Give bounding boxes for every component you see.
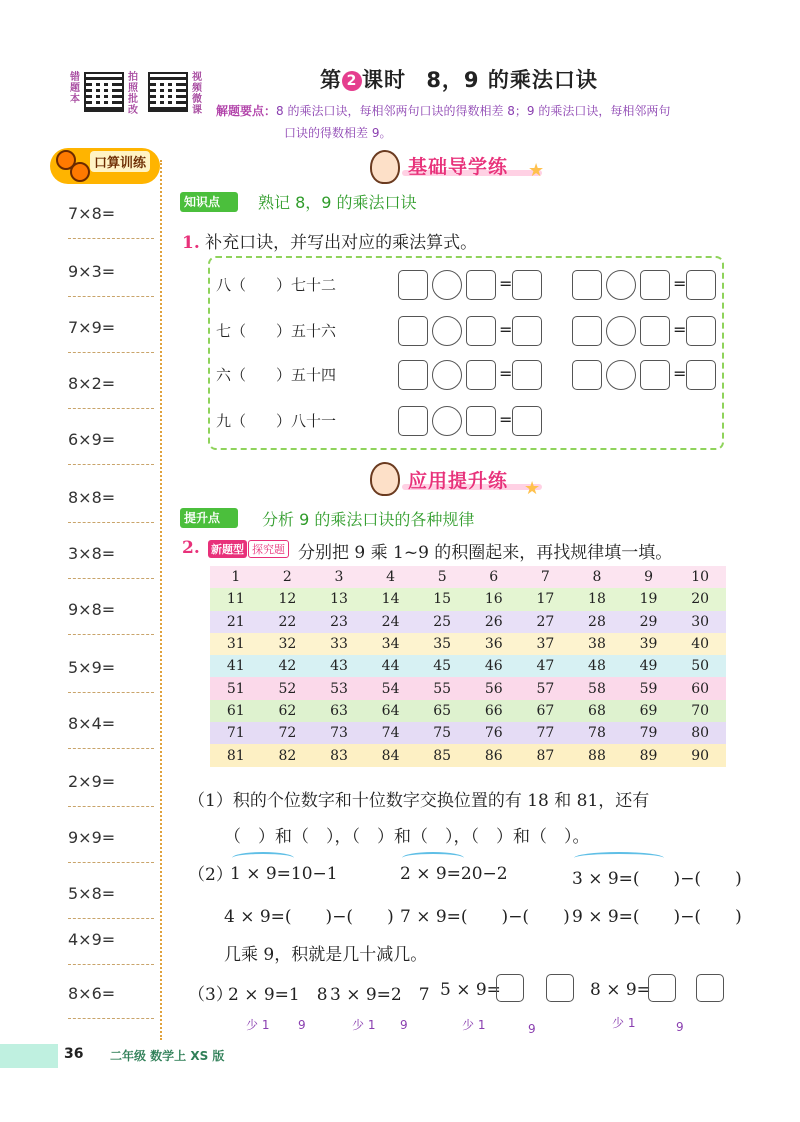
grid-row: [210, 588, 726, 610]
grid-row: [210, 744, 726, 766]
nine-label: 9: [528, 1022, 536, 1036]
equals-sign: =: [499, 274, 513, 293]
grid-cell[interactable]: 76: [484, 725, 503, 742]
oral-item: 2×9=: [68, 772, 116, 791]
grid-row: [210, 722, 726, 744]
grid-cell[interactable]: 11: [226, 591, 245, 608]
grid-cell[interactable]: 32: [278, 636, 297, 653]
qr-code-left[interactable]: [84, 72, 124, 112]
grid-cell[interactable]: 5: [437, 569, 447, 586]
operator-circle[interactable]: [432, 360, 462, 390]
grid-cell[interactable]: 50: [691, 658, 710, 675]
question1-number: 1.: [182, 233, 200, 253]
grid-cell[interactable]: 9: [644, 569, 653, 586]
qr-left-label: 错题本: [70, 72, 80, 105]
grid-cell[interactable]: 24: [381, 613, 400, 630]
answer-box[interactable]: [640, 270, 670, 300]
answer-box[interactable]: [398, 406, 428, 436]
grid-cell[interactable]: 12: [278, 591, 297, 608]
oral-divider: [68, 464, 154, 465]
oral-item: 8×8=: [68, 488, 116, 507]
operator-circle[interactable]: [432, 316, 462, 346]
sub1-answers: （ ）和（ ），（ ）和（ ），（ ）和（ ）。: [224, 827, 590, 847]
lesson-number: 2: [342, 71, 362, 91]
grid-cell[interactable]: 77: [536, 725, 555, 742]
grid-cell[interactable]: 20: [691, 591, 710, 608]
grid-cell[interactable]: 23: [330, 613, 348, 630]
grid-cell[interactable]: 63: [330, 702, 348, 719]
grid-row: [210, 611, 726, 633]
answer-box[interactable]: [512, 360, 542, 390]
grid-cell[interactable]: 78: [588, 725, 606, 742]
answer-box[interactable]: [466, 406, 496, 436]
grid-cell[interactable]: 82: [278, 747, 297, 764]
answer-box[interactable]: [398, 360, 428, 390]
grid-cell[interactable]: 84: [381, 747, 400, 764]
answer-box[interactable]: [572, 316, 602, 346]
grid-cell[interactable]: 68: [588, 702, 606, 719]
improvement-tag-text: 提升点: [184, 511, 221, 525]
grid-cell[interactable]: 59: [639, 680, 658, 697]
knowledge-tag-text: 知识点: [184, 195, 221, 209]
oral-item: 9×8=: [68, 600, 116, 619]
oral-divider: [68, 806, 154, 807]
grid-cell[interactable]: 54: [381, 680, 400, 697]
less-one-label: 少 1: [462, 1018, 486, 1032]
equals-sign: =: [499, 320, 513, 339]
answer-box[interactable]: [466, 360, 496, 390]
grid-cell[interactable]: 83: [330, 747, 348, 764]
answer-box[interactable]: [572, 270, 602, 300]
answer-box[interactable]: [686, 360, 716, 390]
grid-cell[interactable]: 25: [433, 613, 452, 630]
grid-cell[interactable]: 52: [278, 680, 297, 697]
grid-cell[interactable]: 45: [433, 658, 452, 675]
grid-cell[interactable]: 35: [433, 636, 452, 653]
question2: [182, 538, 200, 558]
star-icon: ★: [524, 478, 541, 499]
oral-divider: [68, 296, 154, 297]
answer-box[interactable]: [398, 316, 428, 346]
equals-sign: =: [673, 320, 687, 339]
grid-cell[interactable]: 37: [536, 636, 555, 653]
oral-item: 7×8=: [68, 204, 116, 223]
footer-text: 二年级 数学上 XS 版: [110, 1049, 225, 1063]
grid-cell[interactable]: 34: [381, 636, 400, 653]
grid-cell[interactable]: 33: [330, 636, 348, 653]
sub2-e: 7 × 9=( )−( ): [400, 907, 570, 927]
answer-box[interactable]: [466, 316, 496, 346]
grid-row: [210, 655, 726, 677]
oral-item: 8×6=: [68, 984, 116, 1003]
grid-cell[interactable]: 89: [639, 747, 658, 764]
grid-cell[interactable]: 49: [639, 658, 658, 675]
oral-item: 9×9=: [68, 828, 116, 847]
verse-text: 九（ ）八十一: [216, 412, 337, 430]
answer-box[interactable]: [648, 974, 676, 1002]
nine-label: 9: [298, 1018, 306, 1032]
oral-item: 9×3=: [68, 262, 116, 281]
answer-box[interactable]: [546, 974, 574, 1002]
sub2-b: 2 × 9=20−2: [400, 864, 508, 884]
grid-cell[interactable]: 18: [588, 591, 606, 608]
grid-cell[interactable]: 6: [489, 569, 499, 586]
grid-cell[interactable]: 56: [484, 680, 503, 697]
grid-cell[interactable]: 57: [536, 680, 555, 697]
title-suffix: 课时: [362, 68, 406, 92]
nine-label: 9: [676, 1020, 684, 1034]
sub3-c: 5 × 9=: [440, 980, 501, 1000]
oral-item: 8×2=: [68, 374, 116, 393]
question1: [182, 228, 477, 253]
grid-cell[interactable]: 14: [381, 591, 400, 608]
hundred-grid: [210, 566, 726, 767]
section2-title: [408, 466, 508, 493]
grid-cell[interactable]: 60: [691, 680, 710, 697]
qr-left-caption: 拍照批改: [128, 72, 138, 116]
verse-text: 六（ ）五十四: [216, 366, 337, 384]
grid-cell[interactable]: 80: [691, 725, 710, 742]
sub2-c: 3 × 9=( )−( ): [572, 869, 742, 889]
left-column-divider: [160, 160, 162, 1040]
sub2-d: 4 × 9=( )−( ): [224, 907, 394, 927]
grid-cell[interactable]: 44: [381, 658, 400, 675]
grid-cell[interactable]: 40: [691, 636, 710, 653]
grid-cell[interactable]: 22: [278, 613, 297, 630]
footer-bar: [0, 1044, 58, 1068]
less-one-label: 少 1: [352, 1018, 376, 1032]
less-one-label: 少 1: [612, 1016, 636, 1030]
oral-item: 8×4=: [68, 714, 116, 733]
sub3-label: （3）: [188, 985, 233, 1005]
answer-box[interactable]: [496, 974, 524, 1002]
grid-cell[interactable]: 87: [536, 747, 555, 764]
section2-title-text: 应用提升练: [408, 470, 509, 492]
sub2-rule: 几乘 9，积就是几十减几。: [224, 945, 428, 965]
grid-cell[interactable]: 73: [330, 725, 348, 742]
oral-divider: [68, 408, 154, 409]
oral-divider: [68, 918, 154, 919]
oral-item: 5×9=: [68, 658, 116, 677]
sub2-f: 9 × 9=( )−( ): [572, 907, 742, 927]
grid-cell[interactable]: 17: [536, 591, 555, 608]
answer-box[interactable]: [398, 270, 428, 300]
grid-cell[interactable]: 41: [226, 658, 245, 675]
grid-cell[interactable]: 8: [592, 569, 602, 586]
arc-icon: [402, 852, 464, 864]
qr-right-label: 视频微课: [192, 72, 202, 116]
oral-item: 5×8=: [68, 884, 116, 903]
grid-cell[interactable]: 46: [484, 658, 503, 675]
answer-box[interactable]: [572, 360, 602, 390]
sub3-b: 3 × 9=2 7: [330, 985, 430, 1005]
grid-cell[interactable]: 27: [536, 613, 555, 630]
lesson-title: [320, 64, 598, 94]
operator-circle[interactable]: [606, 270, 636, 300]
tip-label: 解题要点：: [216, 104, 277, 118]
answer-box[interactable]: [640, 360, 670, 390]
grid-cell[interactable]: 28: [588, 613, 606, 630]
tip-box: [216, 100, 726, 144]
grid-cell[interactable]: 70: [691, 702, 710, 719]
baby-mascot-icon: [370, 462, 400, 496]
grid-cell[interactable]: 85: [433, 747, 452, 764]
sub2-a: 1 × 9=10−1: [230, 864, 338, 884]
grid-cell[interactable]: 30: [691, 613, 710, 630]
knowledge-tag: [180, 192, 238, 212]
grid-cell[interactable]: 26: [484, 613, 503, 630]
answer-box[interactable]: [512, 406, 542, 436]
arc-icon: [232, 852, 294, 864]
answer-box[interactable]: [466, 270, 496, 300]
grid-cell[interactable]: 29: [639, 613, 658, 630]
grid-cell[interactable]: 16: [484, 591, 503, 608]
sub3-d: 8 × 9=: [590, 980, 651, 1000]
grid-cell[interactable]: 75: [433, 725, 452, 742]
grid-cell[interactable]: 58: [588, 680, 606, 697]
grid-cell[interactable]: 4: [386, 569, 396, 586]
improvement-text: 分析 9 的乘法口诀的各种规律: [262, 510, 475, 529]
equals-sign: =: [673, 364, 687, 383]
grid-cell[interactable]: 21: [226, 613, 245, 630]
operator-circle[interactable]: [606, 360, 636, 390]
oral-divider: [68, 522, 154, 523]
grid-cell[interactable]: 51: [226, 680, 245, 697]
oral-divider: [68, 238, 154, 239]
question1-text: 补充口诀，并写出对应的乘法算式。: [205, 233, 478, 253]
question2-number: 2.: [182, 538, 200, 558]
grid-row: [210, 566, 726, 588]
baby-mascot-icon: [370, 150, 400, 184]
grid-cell[interactable]: 90: [691, 747, 710, 764]
verse-text: 八（ ）七十二: [216, 276, 337, 294]
equals-sign: =: [499, 410, 513, 429]
answer-box[interactable]: [512, 316, 542, 346]
answer-box[interactable]: [512, 270, 542, 300]
oral-divider: [68, 352, 154, 353]
grid-cell[interactable]: 67: [536, 702, 555, 719]
grid-cell[interactable]: 66: [484, 702, 503, 719]
oral-item: 7×9=: [68, 318, 116, 337]
grid-cell[interactable]: 61: [226, 702, 245, 719]
face-icon: [70, 162, 90, 182]
grid-cell[interactable]: 79: [639, 725, 658, 742]
oral-item: 3×8=: [68, 544, 116, 563]
grid-cell[interactable]: 86: [484, 747, 503, 764]
grid-cell[interactable]: 74: [381, 725, 400, 742]
oral-divider: [68, 1018, 154, 1019]
grid-cell[interactable]: 48: [588, 658, 606, 675]
sub2-label: （2）: [188, 865, 233, 885]
grid-cell[interactable]: 10: [691, 569, 710, 586]
verse-text: 七（ ）五十六: [216, 322, 337, 340]
grid-cell[interactable]: 71: [226, 725, 245, 742]
grid-cell[interactable]: 42: [278, 658, 297, 675]
title-main: 8，9 的乘法口诀: [426, 68, 598, 92]
oral-divider: [68, 748, 154, 749]
grid-cell[interactable]: 1: [231, 569, 241, 586]
oral-divider: [68, 634, 154, 635]
grid-cell[interactable]: 47: [536, 658, 555, 675]
oral-training-badge: [50, 148, 160, 184]
section1-title-text: 基础导学练: [408, 156, 509, 178]
grid-row: [210, 700, 726, 722]
answer-box[interactable]: [696, 974, 724, 1002]
operator-circle[interactable]: [432, 406, 462, 436]
grid-cell[interactable]: 13: [330, 591, 348, 608]
knowledge-text: 熟记 8，9 的乘法口诀: [258, 193, 417, 212]
grid-row: [210, 633, 726, 655]
equals-sign: =: [673, 274, 687, 293]
operator-circle[interactable]: [432, 270, 462, 300]
grid-cell[interactable]: 69: [639, 702, 658, 719]
question2-text: 分别把 9 乘 1~9 的积圈起来，再找规律填一填。: [298, 543, 673, 563]
grid-cell[interactable]: 88: [588, 747, 606, 764]
answer-box[interactable]: [640, 316, 670, 346]
new-type-tag: 新题型: [208, 540, 247, 558]
grid-cell[interactable]: 72: [278, 725, 297, 742]
sub1-text: （1）积的个位数字和十位数字交换位置的有 18 和 81，还有: [188, 791, 650, 811]
star-icon: ★: [528, 160, 545, 181]
oral-divider: [68, 862, 154, 863]
explore-tag: 探究题: [248, 540, 289, 558]
oral-divider: [68, 692, 154, 693]
grid-cell[interactable]: 65: [433, 702, 452, 719]
oral-item: 6×9=: [68, 430, 116, 449]
answer-box[interactable]: [686, 316, 716, 346]
grid-cell[interactable]: 19: [639, 591, 658, 608]
qr-code-right[interactable]: [148, 72, 188, 112]
grid-cell[interactable]: 7: [540, 569, 550, 586]
equals-sign: =: [499, 364, 513, 383]
grid-cell[interactable]: 81: [226, 747, 245, 764]
grid-cell[interactable]: 36: [484, 636, 503, 653]
grid-cell[interactable]: 55: [433, 680, 452, 697]
page-number: 36: [64, 1046, 84, 1062]
tip-text-2: 口诀的得数相差 9。: [284, 126, 392, 140]
oral-divider: [68, 578, 154, 579]
grid-cell[interactable]: 3: [334, 569, 344, 586]
grid-cell[interactable]: 53: [330, 680, 348, 697]
grid-cell[interactable]: 38: [588, 636, 606, 653]
oral-item: 4×9=: [68, 930, 116, 949]
grid-cell[interactable]: 43: [330, 658, 348, 675]
answer-box[interactable]: [686, 270, 716, 300]
grid-cell[interactable]: 64: [381, 702, 400, 719]
nine-label: 9: [400, 1018, 408, 1032]
tip-text: 8 的乘法口诀，每相邻两句口诀的得数相差 8；9 的乘法口诀，每相邻两句: [276, 104, 671, 118]
grid-cell[interactable]: 62: [278, 702, 297, 719]
grid-cell[interactable]: 39: [639, 636, 658, 653]
section1-title: [408, 152, 508, 179]
improvement-tag: [180, 508, 238, 528]
grid-cell[interactable]: 2: [282, 569, 292, 586]
operator-circle[interactable]: [606, 316, 636, 346]
grid-cell[interactable]: 31: [226, 636, 245, 653]
less-one-label: 少 1: [246, 1018, 270, 1032]
grid-cell[interactable]: 15: [433, 591, 452, 608]
oral-badge-label: 口算训练: [90, 151, 150, 172]
grid-row: [210, 677, 726, 699]
sub3-a: 2 × 9=1 8: [228, 985, 328, 1005]
oral-divider: [68, 964, 154, 965]
arc-icon: [574, 852, 664, 864]
title-prefix: 第: [320, 68, 342, 92]
